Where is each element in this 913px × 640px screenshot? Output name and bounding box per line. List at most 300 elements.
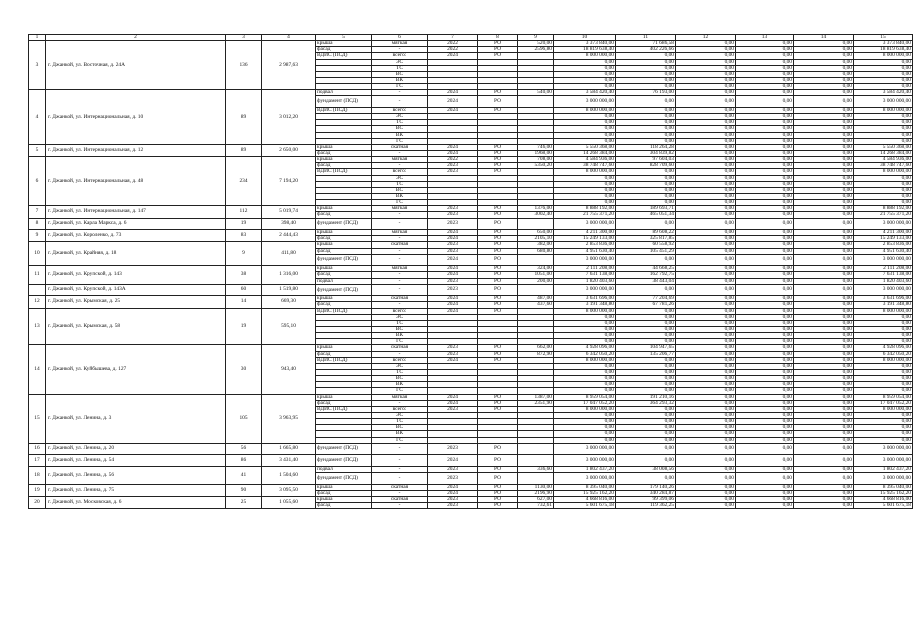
table-cell: 0,00 xyxy=(794,120,854,126)
table-cell: 0,00 xyxy=(736,419,794,425)
table-cell: РО xyxy=(478,284,518,296)
table-cell: 2024 xyxy=(428,455,478,467)
building-number: 15 xyxy=(29,394,46,443)
table-cell: - xyxy=(372,284,428,296)
table-cell: 0,00 xyxy=(794,308,854,314)
table-cell: 0,00 xyxy=(616,254,676,266)
table-cell: 0,00 xyxy=(676,308,736,314)
column-header: 7 xyxy=(428,35,478,41)
table-cell: 8 888 192,00 xyxy=(554,206,616,212)
table-cell: 0,00 xyxy=(736,90,794,96)
table-cell: 0,00 xyxy=(794,484,854,490)
table-cell: 21 755 371,20 xyxy=(854,212,913,218)
table-cell: 0,00 xyxy=(736,278,794,284)
table-cell: 732,61 xyxy=(518,503,554,509)
table-cell: 0,00 xyxy=(736,41,794,47)
table-cell: 0,00 xyxy=(794,144,854,150)
table-cell: 3 000 000,00 xyxy=(554,473,616,485)
building-area: 1 665,80 xyxy=(262,443,316,455)
table-cell: 0,00 xyxy=(676,218,736,230)
table-cell: 8 000 000,00 xyxy=(554,169,616,175)
column-header: 3 xyxy=(226,35,262,41)
table-cell: 0,00 xyxy=(794,47,854,53)
building-area: 943,40 xyxy=(262,345,316,394)
table-cell: 0,00 xyxy=(794,181,854,187)
building-area: 1 316,00 xyxy=(262,266,316,284)
table-cell: ВДИС (ПСД) xyxy=(316,308,372,314)
building-area: 2 987,63 xyxy=(262,41,316,90)
table-cell: 0,00 xyxy=(676,47,736,53)
building-address: г. Джанкой, ул. Ленина, д. 75 xyxy=(46,484,226,496)
table-cell: 1 820 403,60 xyxy=(554,278,616,284)
table-cell: 0,00 xyxy=(736,425,794,431)
table-cell: 7 631 138,00 xyxy=(854,272,913,278)
table-cell: всего: xyxy=(372,169,428,175)
table-cell: ВДИС (ПСД) xyxy=(316,169,372,175)
column-header: 14 xyxy=(794,35,854,41)
table-cell: 0,00 xyxy=(736,187,794,193)
table-cell: 0,00 xyxy=(854,314,913,320)
table-cell: 8 959 054,00 xyxy=(854,394,913,400)
table-cell: 0,00 xyxy=(676,236,736,242)
table-cell: 0,00 xyxy=(616,59,676,65)
table-cell: 2023 xyxy=(428,443,478,455)
table-cell: 0,00 xyxy=(616,320,676,326)
table-cell: фасад xyxy=(316,400,372,406)
table-cell xyxy=(518,455,554,467)
table-cell: 2022 xyxy=(428,41,478,47)
table-cell: 0,00 xyxy=(794,443,854,455)
building-col3: 112 xyxy=(226,206,262,218)
building-number xyxy=(29,284,46,296)
table-cell: РО xyxy=(478,278,518,284)
building-col3: 105 xyxy=(226,394,262,443)
building-number: 13 xyxy=(29,308,46,345)
table-cell: 4 584 936,00 xyxy=(854,157,913,163)
table-cell: 0,00 xyxy=(676,59,736,65)
table-cell: 2024 xyxy=(428,296,478,302)
table-cell: 1051,00 xyxy=(518,272,554,278)
table-cell: 0,00 xyxy=(736,351,794,357)
building-col3: 56 xyxy=(226,443,262,455)
column-header: 8 xyxy=(478,35,518,41)
table-cell: - xyxy=(372,455,428,467)
table-cell: 3 000 000,00 xyxy=(854,218,913,230)
table-cell: 0,00 xyxy=(854,425,913,431)
table-cell: 0,00 xyxy=(794,157,854,163)
table-cell: 0,00 xyxy=(854,138,913,144)
table-cell: РО xyxy=(478,157,518,163)
table-cell: 99 399,06 xyxy=(616,496,676,502)
table-cell: 2105,10 xyxy=(518,236,554,242)
column-header: 2 xyxy=(46,35,226,41)
table-cell: - xyxy=(372,351,428,357)
table-cell: 2023 xyxy=(428,218,478,230)
table-cell: 0,00 xyxy=(676,339,736,345)
table-cell: 0,00 xyxy=(554,120,616,126)
table-cell: 0,00 xyxy=(554,419,616,425)
table-cell: 0,00 xyxy=(676,120,736,126)
table-cell: 0,00 xyxy=(794,41,854,47)
table-cell: ВС xyxy=(372,187,428,193)
table-cell: 0,00 xyxy=(794,200,854,206)
table-cell: 0,00 xyxy=(676,473,736,485)
table-cell: РО xyxy=(478,150,518,156)
table-cell: 2023 xyxy=(428,406,478,412)
table-cell: 402 226,66 xyxy=(616,47,676,53)
table-cell: 0,00 xyxy=(794,59,854,65)
table-cell: 8 000 000,00 xyxy=(854,357,913,363)
table-cell: 104 947,65 xyxy=(616,345,676,351)
table-cell: 0,00 xyxy=(676,150,736,156)
table-cell: 336,60 xyxy=(518,466,554,472)
table-cell: 2 111 208,00 xyxy=(854,266,913,272)
table-cell: 0,00 xyxy=(854,412,913,418)
table-cell: 0,00 xyxy=(676,71,736,77)
table-cell: 0,00 xyxy=(794,314,854,320)
table-cell: - xyxy=(372,96,428,108)
table-cell: фасад xyxy=(316,490,372,496)
table-cell: 67 781,26 xyxy=(616,302,676,308)
table-cell: 0,00 xyxy=(794,333,854,339)
building-address: г. Джанкой, ул. Интернациональная, д. 12 xyxy=(46,144,226,156)
table-cell: фасад xyxy=(316,163,372,169)
table-cell: 2 111 208,00 xyxy=(554,266,616,272)
table-cell: 44 668,25 xyxy=(616,266,676,272)
table-cell: 340 284,87 xyxy=(616,490,676,496)
table-cell: 0,00 xyxy=(794,339,854,345)
table-cell: крыша xyxy=(316,206,372,212)
table-cell: 0,00 xyxy=(554,175,616,181)
table-cell: 2023 xyxy=(428,206,478,212)
table-cell: 1376,00 xyxy=(518,206,554,212)
table-cell: 0,00 xyxy=(794,218,854,230)
table-cell: 0,00 xyxy=(854,320,913,326)
column-header: 1 xyxy=(29,35,46,41)
table-cell: 0,00 xyxy=(616,314,676,320)
table-cell: 0,00 xyxy=(736,308,794,314)
table-cell: 0,00 xyxy=(854,175,913,181)
table-cell: 0,00 xyxy=(736,437,794,443)
table-cell: 0,00 xyxy=(676,230,736,236)
table-cell: 0,00 xyxy=(854,333,913,339)
table-cell: 0,00 xyxy=(794,496,854,502)
table-cell: 0,00 xyxy=(676,333,736,339)
table-cell: 0,00 xyxy=(616,431,676,437)
table-cell: - xyxy=(372,218,428,230)
table-cell: 0,00 xyxy=(676,503,736,509)
table-cell: - xyxy=(372,302,428,308)
table-cell: 0,00 xyxy=(736,327,794,333)
table-cell: 7 631 138,00 xyxy=(554,272,616,278)
building-col3: 9 xyxy=(226,242,262,266)
table-cell: 0,00 xyxy=(676,278,736,284)
building-area: 669,30 xyxy=(262,296,316,308)
table-cell: 0,00 xyxy=(854,84,913,90)
building-number: 17 xyxy=(29,455,46,467)
table-cell: 3 000 000,00 xyxy=(554,96,616,108)
table-cell: ТС xyxy=(372,369,428,375)
table-cell: 0,00 xyxy=(676,466,736,472)
table-cell: 0,00 xyxy=(616,357,676,363)
building-area: 3 095,50 xyxy=(262,484,316,496)
table-cell: 0,00 xyxy=(676,388,736,394)
table-cell: РО xyxy=(478,41,518,47)
table-cell: 3 000 000,00 xyxy=(854,284,913,296)
table-cell: 135 206,77 xyxy=(616,351,676,357)
table-cell: скатная xyxy=(372,144,428,150)
table-cell: 2024 xyxy=(428,254,478,266)
building-col3: 234 xyxy=(226,157,262,206)
building-area: 595,10 xyxy=(262,308,316,345)
table-cell: 2024 xyxy=(428,490,478,496)
table-cell: фасад xyxy=(316,47,372,53)
table-cell: 0,00 xyxy=(676,419,736,425)
table-cell: 3 191 348,80 xyxy=(854,302,913,308)
table-cell: 2196,90 xyxy=(518,490,554,496)
table-cell: 2596,80 xyxy=(518,47,554,53)
table-cell: фасад xyxy=(316,212,372,218)
table-cell: 0,00 xyxy=(616,388,676,394)
table-cell: ТС xyxy=(372,320,428,326)
table-cell: 0,00 xyxy=(854,437,913,443)
table-cell: 4 928 096,00 xyxy=(554,345,616,351)
table-cell: 8 000 000,00 xyxy=(554,53,616,59)
table-cell: 0,00 xyxy=(736,388,794,394)
table-cell: 8 000 000,00 xyxy=(854,308,913,314)
table-cell: 2023 xyxy=(428,351,478,357)
table-cell: 0,00 xyxy=(616,187,676,193)
table-cell: 2023 xyxy=(428,473,478,485)
table-cell: 0,00 xyxy=(676,496,736,502)
building-number: 8 xyxy=(29,218,46,230)
table-cell xyxy=(518,254,554,266)
table-cell: РО xyxy=(478,351,518,357)
building-col3: 86 xyxy=(226,455,262,467)
building-col3: 25 xyxy=(226,496,262,508)
table-cell: 0,00 xyxy=(676,302,736,308)
table-cell: 0,00 xyxy=(854,65,913,71)
table-cell: 0,00 xyxy=(736,71,794,77)
building-area: 3 431,40 xyxy=(262,455,316,467)
building-area: 1 055,60 xyxy=(262,496,316,508)
table-cell: 0,00 xyxy=(676,363,736,369)
building-number: 11 xyxy=(29,266,46,284)
table-cell: РО xyxy=(478,484,518,490)
table-cell: ТС xyxy=(372,120,428,126)
table-cell: 0,00 xyxy=(854,114,913,120)
table-cell: ВС xyxy=(372,425,428,431)
table-cell: фундамент (ПСД) xyxy=(316,443,372,455)
table-cell: РО xyxy=(478,266,518,272)
table-cell: 2022 xyxy=(428,47,478,53)
table-cell: 0,00 xyxy=(616,419,676,425)
document-page xyxy=(28,34,911,509)
table-cell: 0,00 xyxy=(676,200,736,206)
table-cell: 0,00 xyxy=(736,296,794,302)
table-cell: РО xyxy=(478,466,518,472)
table-cell: 0,00 xyxy=(736,369,794,375)
table-cell: 0,00 xyxy=(676,412,736,418)
table-cell: 0,00 xyxy=(736,138,794,144)
table-cell: ВС xyxy=(372,71,428,77)
table-cell: 0,00 xyxy=(794,65,854,71)
table-cell: фундамент (ПСД) xyxy=(316,96,372,108)
table-cell: 0,00 xyxy=(736,84,794,90)
table-cell: 0,00 xyxy=(794,419,854,425)
table-cell: 0,00 xyxy=(794,150,854,156)
table-cell: 8 000 000,00 xyxy=(854,108,913,114)
column-header: 10 xyxy=(554,35,616,41)
table-cell: 2023 xyxy=(428,503,478,509)
table-cell: 3 000 000,00 xyxy=(554,218,616,230)
table-cell: 0,00 xyxy=(616,406,676,412)
table-cell: 0,00 xyxy=(736,242,794,248)
table-cell: ВК xyxy=(372,77,428,83)
table-cell: РО xyxy=(478,455,518,467)
table-cell: ЭС xyxy=(372,114,428,120)
table-cell: 0,00 xyxy=(736,339,794,345)
table-cell: 0,00 xyxy=(616,132,676,138)
building-col3: 90 xyxy=(226,484,262,496)
table-cell: фасад xyxy=(316,503,372,509)
table-cell: 38 443,04 xyxy=(616,278,676,284)
table-cell: 3 000 000,00 xyxy=(854,455,913,467)
table-cell: 2023 xyxy=(428,212,478,218)
table-cell: 15 925 162,20 xyxy=(854,490,913,496)
table-cell: мягкая xyxy=(372,157,428,163)
table-cell: 2024 xyxy=(428,90,478,96)
table-cell: 0,00 xyxy=(794,473,854,485)
table-cell: 0,00 xyxy=(736,114,794,120)
table-cell: - xyxy=(372,163,428,169)
table-cell: 4 951 630,40 xyxy=(854,248,913,254)
table-cell: 3 000 000,00 xyxy=(854,443,913,455)
table-cell: 0,00 xyxy=(736,126,794,132)
column-header: 13 xyxy=(736,35,794,41)
building-col3: 89 xyxy=(226,90,262,145)
table-cell: 18 819 638,40 xyxy=(854,47,913,53)
table-cell: 872,90 xyxy=(518,351,554,357)
table-cell: 97 604,03 xyxy=(616,157,676,163)
table-cell: 0,00 xyxy=(794,108,854,114)
building-address: г. Джанкой, ул. Крайняя, д. 18 xyxy=(46,242,226,266)
table-body xyxy=(29,41,913,509)
table-cell: 304 839,82 xyxy=(616,150,676,156)
table-cell: 0,00 xyxy=(676,65,736,71)
table-cell: 0,00 xyxy=(616,108,676,114)
table-cell: 0,00 xyxy=(554,333,616,339)
building-number: 18 xyxy=(29,466,46,484)
table-cell: 2024 xyxy=(428,96,478,108)
table-cell: 2024 xyxy=(428,230,478,236)
table-cell: 0,00 xyxy=(676,484,736,490)
table-cell: 0,00 xyxy=(554,388,616,394)
table-cell: 3 000 000,00 xyxy=(554,443,616,455)
building-number: 4 xyxy=(29,90,46,145)
table-cell: 0,00 xyxy=(794,400,854,406)
table-cell: 0,00 xyxy=(794,357,854,363)
table-cell: ВК xyxy=(372,382,428,388)
table-cell: 0,00 xyxy=(676,369,736,375)
table-cell: 0,00 xyxy=(676,406,736,412)
table-cell: 0,00 xyxy=(794,248,854,254)
table-cell: 14 268 384,00 xyxy=(554,150,616,156)
building-address: г. Джанкой, ул. Крупской, д. 143 xyxy=(46,266,226,284)
table-cell: 4 951 630,40 xyxy=(554,248,616,254)
table-cell: 0,00 xyxy=(736,455,794,467)
table-cell: 1387,00 xyxy=(518,394,554,400)
table-cell: 0,00 xyxy=(676,314,736,320)
table-cell: 0,00 xyxy=(676,126,736,132)
table-cell: 0,00 xyxy=(794,236,854,242)
table-cell: 0,00 xyxy=(854,187,913,193)
table-cell: ТС xyxy=(372,65,428,71)
table-cell: 0,00 xyxy=(794,175,854,181)
table-cell: 0,00 xyxy=(616,308,676,314)
table-cell: фундамент (ПСД) xyxy=(316,254,372,266)
table-cell: 364 293,32 xyxy=(616,400,676,406)
table-cell: подвал xyxy=(316,278,372,284)
building-address: г. Джанкой, ул. Крымская, д. 25 xyxy=(46,296,226,308)
table-cell: 0,00 xyxy=(676,455,736,467)
table-cell: 0,00 xyxy=(616,412,676,418)
table-cell: 0,00 xyxy=(736,218,794,230)
table-cell: 3 373 840,00 xyxy=(854,41,913,47)
table-cell: 2024 xyxy=(428,357,478,363)
table-cell: 38 008,56 xyxy=(616,466,676,472)
table-cell: 5350,20 xyxy=(518,163,554,169)
table-cell: 0,00 xyxy=(554,114,616,120)
table-cell: 0,00 xyxy=(676,175,736,181)
table-cell: 0,00 xyxy=(736,254,794,266)
table-cell: 14 268 384,00 xyxy=(854,150,913,156)
table-cell: 0,00 xyxy=(794,302,854,308)
table-cell: 0,00 xyxy=(616,437,676,443)
table-cell: крыша xyxy=(316,345,372,351)
table-cell: фасад xyxy=(316,236,372,242)
table-cell: РО xyxy=(478,230,518,236)
table-cell: крыша xyxy=(316,41,372,47)
table-cell: 17 047 052,20 xyxy=(554,400,616,406)
table-row xyxy=(29,455,913,467)
table-cell: ВС xyxy=(372,327,428,333)
table-cell: 0,00 xyxy=(854,126,913,132)
building-address: г. Джанкой, ул. Крымская, д. 58 xyxy=(46,308,226,345)
table-cell: 89 608,22 xyxy=(616,230,676,236)
table-cell: 0,00 xyxy=(676,206,736,212)
table-cell: 0,00 xyxy=(794,296,854,302)
table-cell: РО xyxy=(478,163,518,169)
table-cell: 0,00 xyxy=(794,272,854,278)
table-cell: 0,00 xyxy=(794,230,854,236)
column-header: 9 xyxy=(518,35,554,41)
table-cell: 2023 xyxy=(428,242,478,248)
table-cell: 3 584 420,40 xyxy=(554,90,616,96)
table-cell: - xyxy=(372,278,428,284)
table-cell: 0,00 xyxy=(736,248,794,254)
table-cell: 8 000 000,00 xyxy=(554,108,616,114)
table-cell: 0,00 xyxy=(794,126,854,132)
table-cell: 0,00 xyxy=(794,169,854,175)
table-cell: 0,00 xyxy=(736,345,794,351)
table-cell: 0,00 xyxy=(676,327,736,333)
table-cell: 828 709,60 xyxy=(616,163,676,169)
table-cell: 0,00 xyxy=(676,138,736,144)
table-cell: 18 819 638,40 xyxy=(554,47,616,53)
table-row xyxy=(29,284,913,296)
table-cell: 0,00 xyxy=(854,431,913,437)
